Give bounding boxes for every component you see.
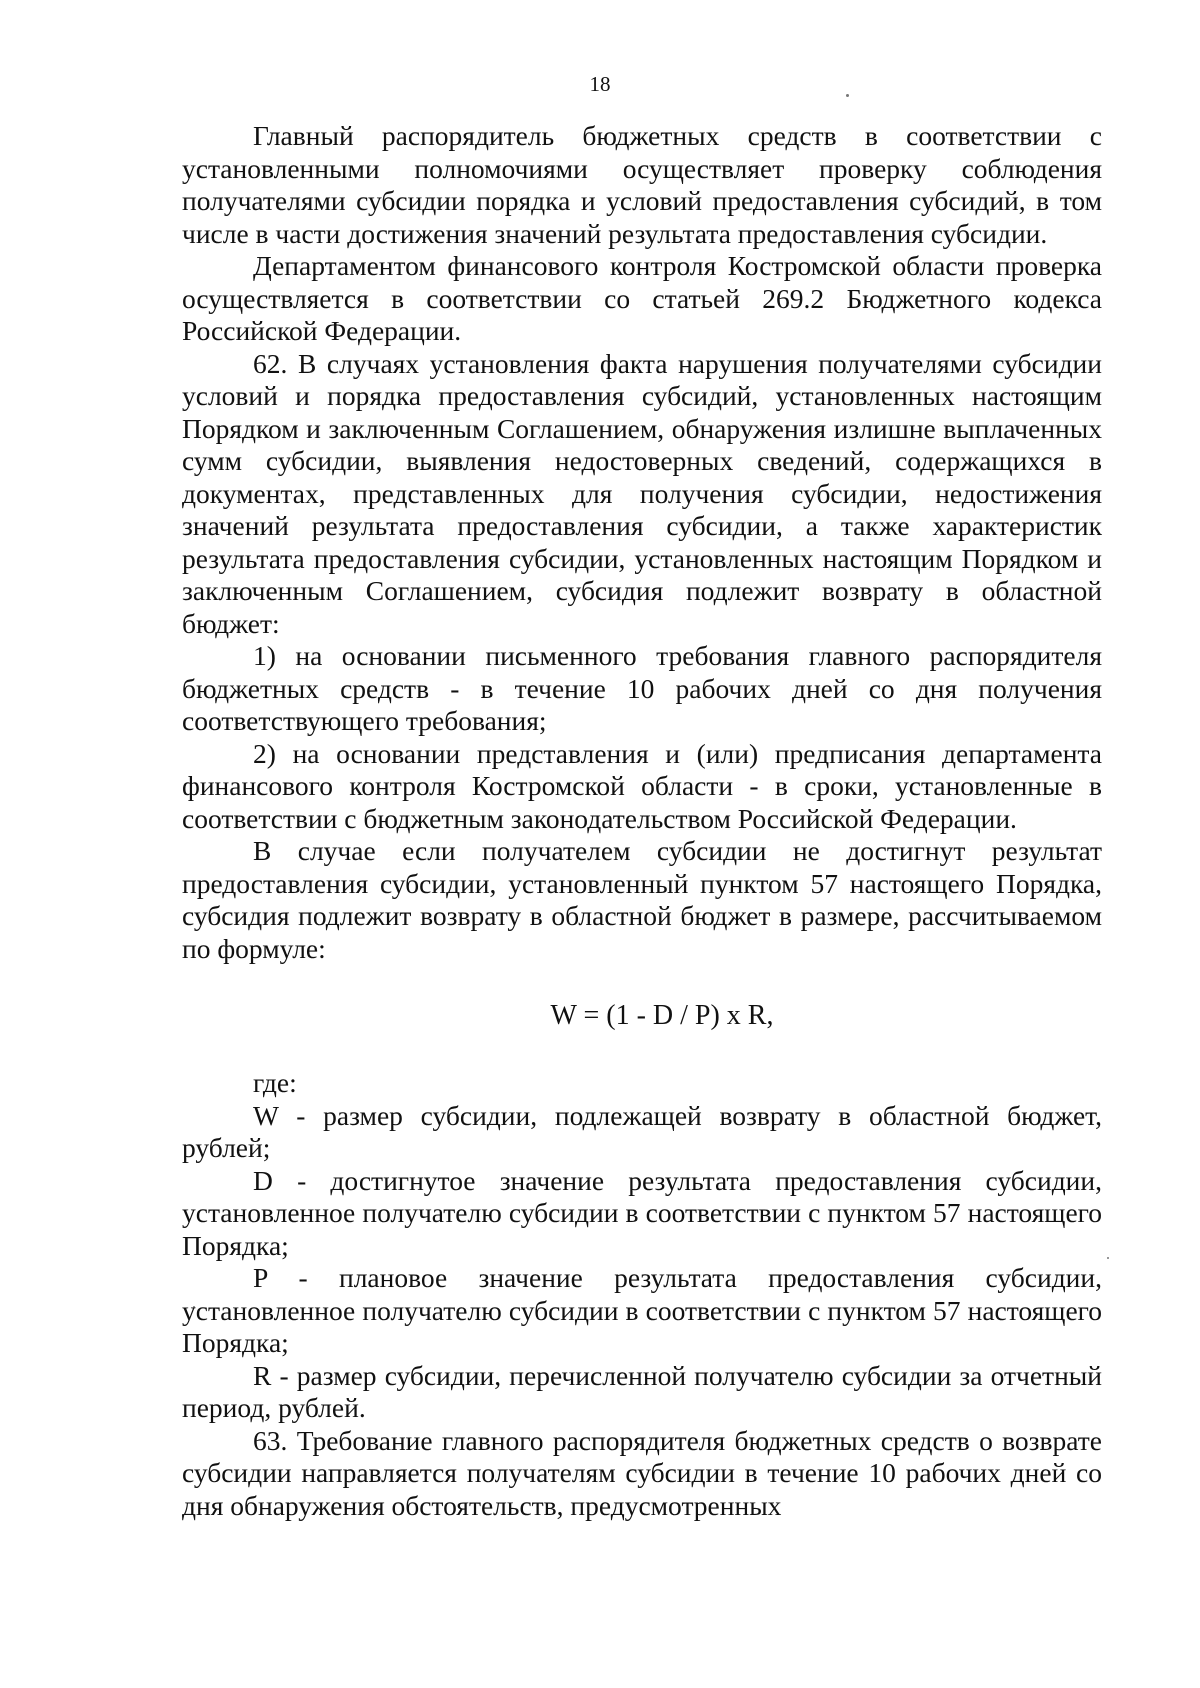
page-number: 18 bbox=[589, 72, 611, 96]
scan-artifact bbox=[1107, 1257, 1109, 1259]
document-body bbox=[182, 120, 1102, 1522]
paragraph: Департаментом финансового контроля Костромской области проверка осуществляется в соответствии со статьей 269.2 Бюджетного кодекса Российской Федерации. bbox=[182, 250, 1102, 346]
where-label: где: bbox=[253, 1067, 297, 1098]
definition-w: W - размер субсидии, подлежащей возврату в областной бюджет, рублей; bbox=[182, 1099, 1102, 1163]
list-item-2: 2) на основании представления и (или) предписания департамента финансового контроля Костромской области - в сроки, установленные в соответствии с бюджетным законодательством Российской Федерации. bbox=[182, 737, 1102, 834]
list-item-1: 1) на основании письменного требования главного распорядителя бюджетных средств - в течение 10 рабочих дней со дня получения соответствующего требования; bbox=[182, 640, 1102, 736]
paragraph-62: 62. В случаях установления факта нарушения получателями субсидии условий и порядка предоставления субсидий, установленных настоящим Порядком и заключенным Соглашением, обнаружения излишне выплаченных сумм субсидии, выявления недостоверных сведений, содержащихся в документах, представленных для получения субсидии, недостижения значений результата предоставления субсидии, а также характеристик результата предоставления субсидии, установленных настоящим Порядком и заключенным Соглашением, субсидия подлежит возврату в областной бюджет: bbox=[182, 347, 1102, 639]
definition-p: P - плановое значение результата предоставления субсидии, установленное получателю субсидии в соответствии с пунктом 57 настоящего Порядка; bbox=[182, 1262, 1102, 1358]
formula: W = (1 - D / P) x R, bbox=[550, 1000, 774, 1031]
definition-r: R - размер субсидии, перечисленной получателю субсидии за отчетный период, рублей. bbox=[182, 1359, 1102, 1423]
paragraph-63: 63. Требование главного распорядителя бюджетных средств о возврате субсидии направляется получателям субсидии в течение 10 рабочих дней со дня обнаружения обстоятельств, предусмотренных bbox=[182, 1424, 1102, 1521]
paragraph: Главный распорядитель бюджетных средств в соответствии с установленными полномочиями осуществляет проверку соблюдения получателями субсидии порядка и условий предоставления субсидий, в том числе в части достижения значений результата предоставления субсидии. bbox=[182, 120, 1102, 249]
paragraph: В случае если получателем субсидии не достигнут результат предоставления субсидии, установленный пунктом 57 настоящего Порядка, субсидия подлежит возврату в областной бюджет в размере, рассчитываемом по формуле: bbox=[182, 835, 1102, 964]
definition-d: D - достигнутое значение результата предоставления субсидии, установленное получателю субсидии в соответствии с пунктом 57 настоящего Порядка; bbox=[182, 1164, 1102, 1261]
scan-artifact bbox=[846, 94, 849, 97]
